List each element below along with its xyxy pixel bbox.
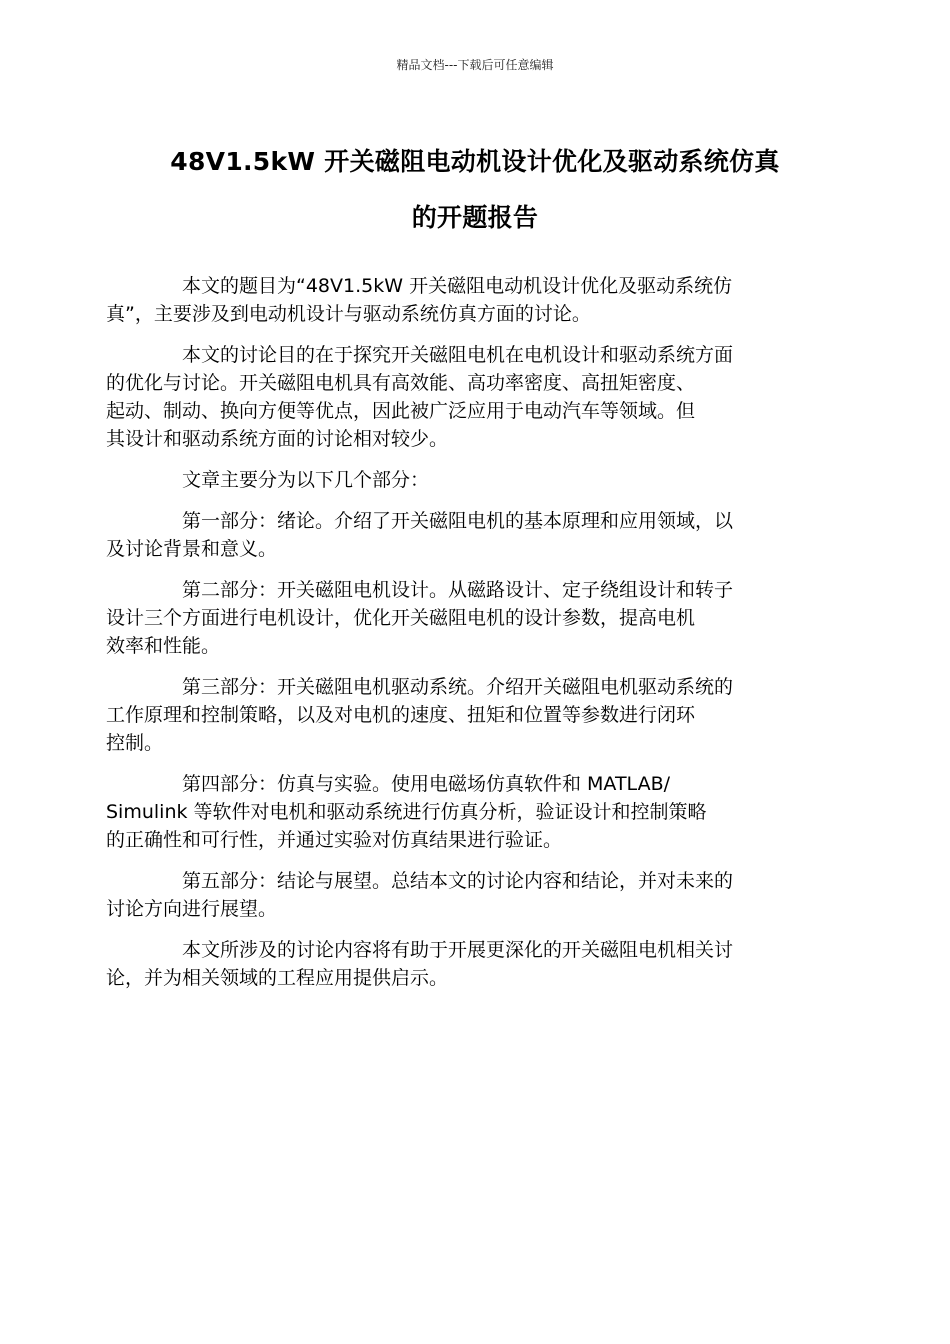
- text-line: Simulink 等软件对电机和驱动系统进行仿真分析，验证设计和控制策略: [106, 801, 707, 823]
- text-line: 的优化与讨论。开关磁阻电机具有高效能、高功率密度、高扭矩密度、: [106, 372, 696, 394]
- paragraph-part-2: [106, 576, 800, 660]
- document-title: [120, 134, 830, 246]
- text-line: 本文的讨论目的在于探究开关磁阻电机在电机设计和驱动系统方面: [182, 344, 734, 366]
- text-line: 其设计和驱动系统方面的讨论相对较少。: [106, 428, 449, 450]
- text-line: 的正确性和可行性，并通过实验对仿真结果进行验证。: [106, 829, 563, 851]
- title-line-2: 的开题报告: [411, 203, 539, 232]
- text-line: 文章主要分为以下几个部分：: [182, 469, 430, 491]
- paragraph-part-1: [106, 507, 800, 563]
- text-line: 本文的题目为“48V1.5kW 开关磁阻电动机设计优化及驱动系统仿: [182, 275, 733, 297]
- text-line: 控制。: [106, 732, 164, 754]
- text-line: 第四部分：仿真与实验。使用电磁场仿真软件和 MATLAB/: [182, 773, 671, 795]
- paragraph-part-4: [106, 770, 800, 854]
- paragraph-conclusion: [106, 936, 800, 992]
- text-line: 讨论方向进行展望。: [106, 898, 278, 920]
- paragraph-part-5: [106, 867, 800, 923]
- body-text: [106, 272, 800, 1005]
- text-line: 论，并为相关领域的工程应用提供启示。: [106, 967, 449, 989]
- text-line: 起动、制动、换向方便等优点，因此被广泛应用于电动汽车等领域。但: [106, 400, 696, 422]
- header-note: 精品文档---下载后可任意编辑: [396, 58, 554, 72]
- text-line: 真”，主要涉及到电动机设计与驱动系统仿真方面的讨论。: [106, 303, 591, 325]
- text-line: 工作原理和控制策略，以及对电机的速度、扭矩和位置等参数进行闭环: [106, 704, 696, 726]
- title-line-1: 48V1.5kW 开关磁阻电动机设计优化及驱动系统仿真: [170, 147, 780, 176]
- text-line: 设计三个方面进行电机设计，优化开关磁阻电机的设计参数，提高电机: [106, 607, 696, 629]
- text-line: 本文所涉及的讨论内容将有助于开展更深化的开关磁阻电机相关讨: [182, 939, 734, 961]
- text-line: 第三部分：开关磁阻电机驱动系统。介绍开关磁阻电机驱动系统的: [182, 676, 734, 698]
- text-line: 及讨论背景和意义。: [106, 538, 278, 560]
- text-line: 第五部分：结论与展望。总结本文的讨论内容和结论，并对未来的: [182, 870, 734, 892]
- paragraph-outline: [144, 466, 800, 494]
- paragraph-purpose: [106, 341, 800, 453]
- paragraph-intro: [106, 272, 800, 328]
- text-line: 第一部分：绪论。介绍了开关磁阻电机的基本原理和应用领域，以: [182, 510, 734, 532]
- paragraph-part-3: [106, 673, 800, 757]
- text-line: 第二部分：开关磁阻电机设计。从磁路设计、定子绕组设计和转子: [182, 579, 734, 601]
- text-line: 效率和性能。: [106, 635, 221, 657]
